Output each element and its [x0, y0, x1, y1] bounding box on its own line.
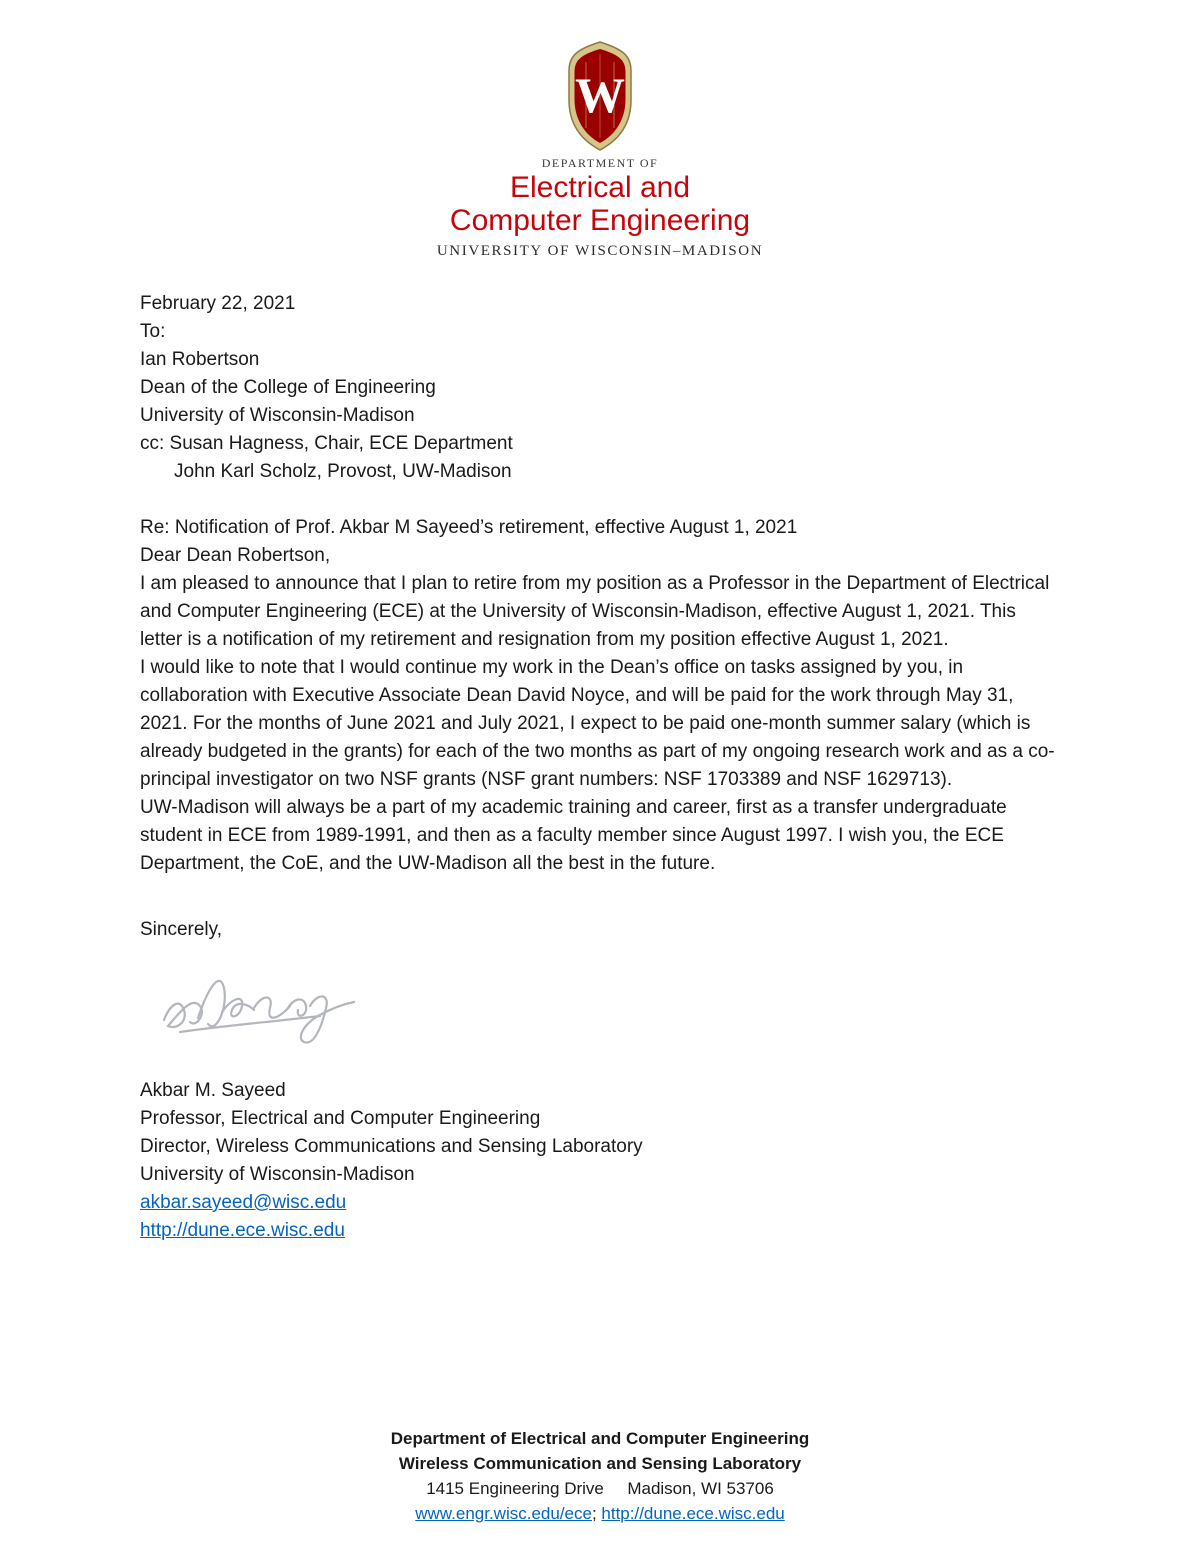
recipient-title: Dean of the College of Engineering — [140, 377, 436, 398]
dept-name-line1: Electrical and — [509, 171, 691, 204]
recipient-org: University of Wisconsin-Madison — [140, 405, 415, 426]
cc-line-2: John Karl Scholz, Provost, UW-Madison — [174, 461, 512, 482]
dept-name-line2: Computer Engineering — [449, 204, 751, 237]
footer-address-city: Madison, WI 53706 — [627, 1479, 774, 1498]
signer-block — [140, 1077, 1060, 1245]
footer-link-ece[interactable]: www.engr.wisc.edu/ece — [415, 1504, 592, 1523]
recipient-name: Ian Robertson — [140, 349, 260, 370]
footer-lab: Wireless Communication and Sensing Laboratory — [398, 1454, 802, 1473]
svg-text:W: W — [575, 67, 625, 123]
re-line: Re: Notification of Prof. Akbar M Sayeed’s retirement, effective August 1, 2021 — [140, 517, 798, 538]
uw-crest-icon — [140, 40, 1060, 152]
footer-link-separator: ; — [591, 1504, 602, 1523]
signer-org: University of Wisconsin-Madison — [140, 1164, 415, 1185]
signer-email-link[interactable]: akbar.sayeed@wisc.edu — [140, 1192, 347, 1213]
letter-body — [140, 290, 1060, 1245]
signature-image — [150, 954, 1060, 1059]
signer-website-link[interactable]: http://dune.ece.wisc.edu — [140, 1220, 345, 1241]
footer-address-street: 1415 Engineering Drive — [426, 1479, 604, 1498]
footer-dept: Department of Electrical and Computer Engineering — [390, 1429, 810, 1448]
closing: Sincerely, — [140, 919, 223, 940]
letter-date: February 22, 2021 — [140, 293, 296, 314]
paragraph-1: I am pleased to announce that I plan to retire from my position as a Professor in the Department of Electrical and Computer Engineering (ECE) at the University of Wisconsin-Madison, effective August 1, 2021. This letter is a notification of my retirement and resignation from my position effective August 1, 2021. — [140, 573, 1050, 650]
footer-link-dune[interactable]: http://dune.ece.wisc.edu — [601, 1504, 785, 1523]
signer-title-2: Director, Wireless Communications and Sensing Laboratory — [140, 1136, 643, 1157]
paragraph-3: UW-Madison will always be a part of my academic training and career, first as a transfer undergraduate student in ECE from 1989-1991, and then as a faculty member since August 1997. I wish you, the ECE Department, the CoE, and the UW-Madison all the best in the future. — [140, 797, 1007, 874]
dept-of-label: DEPARTMENT OF — [541, 156, 659, 170]
paragraph-2: I would like to note that I would continue my work in the Dean’s office on tasks assigned by you, in collaboration with Executive Associate Dean David Noyce, and will be paid for the work through May 31, 2021. For the months of June 2021 and July 2021, I expect to be paid one-month summer salary (which is already budgeted in the grants) for each of the two months as part of my ongoing research work and as a co-principal investigator on two NSF grants (NSF grant numbers: NSF 1703389 and NSF 1629713). — [140, 657, 1055, 790]
footer-address — [0, 1476, 1200, 1501]
signer-name: Akbar M. Sayeed — [140, 1080, 286, 1101]
university-name: UNIVERSITY OF WISCONSIN–MADISON — [436, 243, 764, 259]
letterhead — [140, 40, 1060, 260]
to-label: To: — [140, 321, 166, 342]
cc-line-1: cc: Susan Hagness, Chair, ECE Department — [140, 433, 513, 454]
salutation: Dear Dean Robertson, — [140, 545, 331, 566]
recipient-block — [140, 318, 1060, 486]
signer-title-1: Professor, Electrical and Computer Engineering — [140, 1108, 541, 1129]
footer-links — [0, 1501, 1200, 1526]
page-footer — [0, 1426, 1200, 1526]
